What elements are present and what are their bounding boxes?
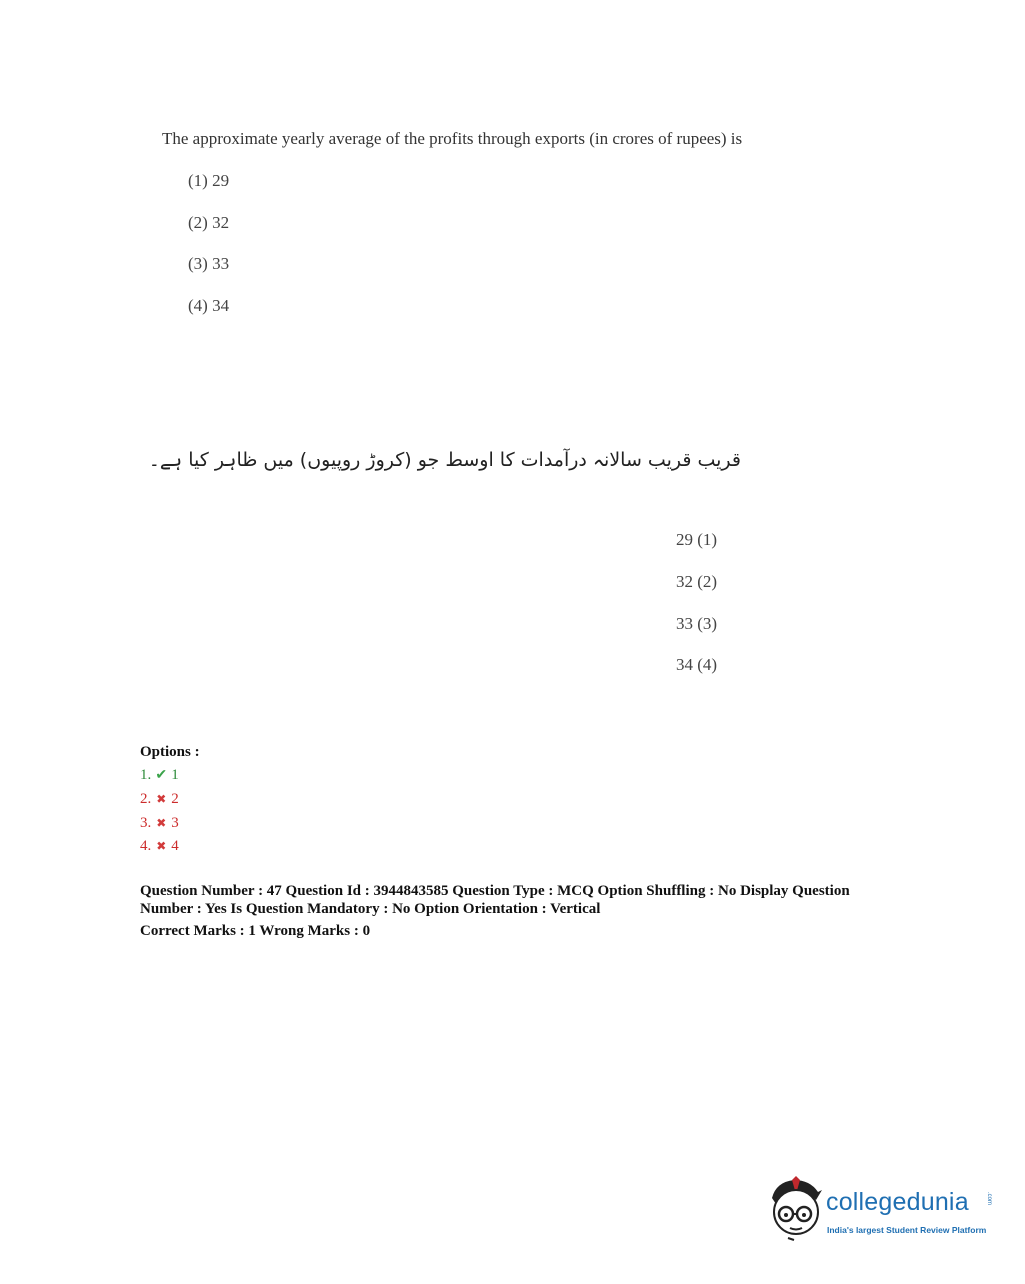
- check-icon: ✔: [155, 768, 168, 783]
- answer-option-3: [140, 815, 179, 832]
- mascot-icon: [766, 1176, 826, 1242]
- logo-domain-suffix: .com: [986, 1192, 992, 1206]
- answer-option-1: [140, 767, 179, 784]
- option-urdu-2: 32 (2): [676, 572, 718, 591]
- answer-option-value: 3: [171, 815, 179, 831]
- options-heading: Options :: [140, 744, 200, 760]
- answer-option-2: [140, 791, 179, 808]
- answer-option-number: 1.: [140, 767, 152, 783]
- answer-option-number: 4.: [140, 838, 152, 854]
- question-metadata: Question Number : 47 Question Id : 3944843585 Question Type : MCQ Option Shuffling : No Display Question Number : Yes Is Question Mandatory : No Option Orientation : Vertical: [140, 883, 850, 917]
- option-english-2: (2) 32: [188, 213, 230, 232]
- answer-option-number: 3.: [140, 815, 152, 831]
- cross-icon: ✖: [156, 839, 167, 853]
- answer-option-value: 1: [171, 767, 179, 783]
- logo-wordmark: collegedunia: [826, 1188, 969, 1216]
- option-english-1: (1) 29: [188, 171, 230, 190]
- logo-tagline: India's largest Student Review Platform: [827, 1225, 987, 1235]
- option-urdu-3: 33 (3): [676, 614, 718, 633]
- answer-option-value: 2: [171, 791, 179, 807]
- answer-option-value: 4: [171, 838, 179, 854]
- answer-option-4: [140, 838, 179, 855]
- question-text-english: The approximate yearly average of the profits through exports (in crores of rupees) is: [162, 129, 743, 148]
- option-urdu-4: 34 (4): [676, 655, 718, 674]
- option-urdu-1: 29 (1): [676, 530, 718, 549]
- cross-icon: ✖: [156, 816, 167, 830]
- marks-info: Correct Marks : 1 Wrong Marks : 0: [140, 923, 371, 939]
- option-english-3: (3) 33: [188, 254, 230, 273]
- collegedunia-logo: [766, 1176, 996, 1246]
- option-english-4: (4) 34: [188, 296, 230, 315]
- answer-option-number: 2.: [140, 791, 152, 807]
- cross-icon: ✖: [156, 792, 167, 806]
- question-text-urdu: قریب قریب سالانہ درآمدات کا اوسط جو (کروڑ روپیوں) میں ظاہر کیا ہے۔: [148, 449, 741, 471]
